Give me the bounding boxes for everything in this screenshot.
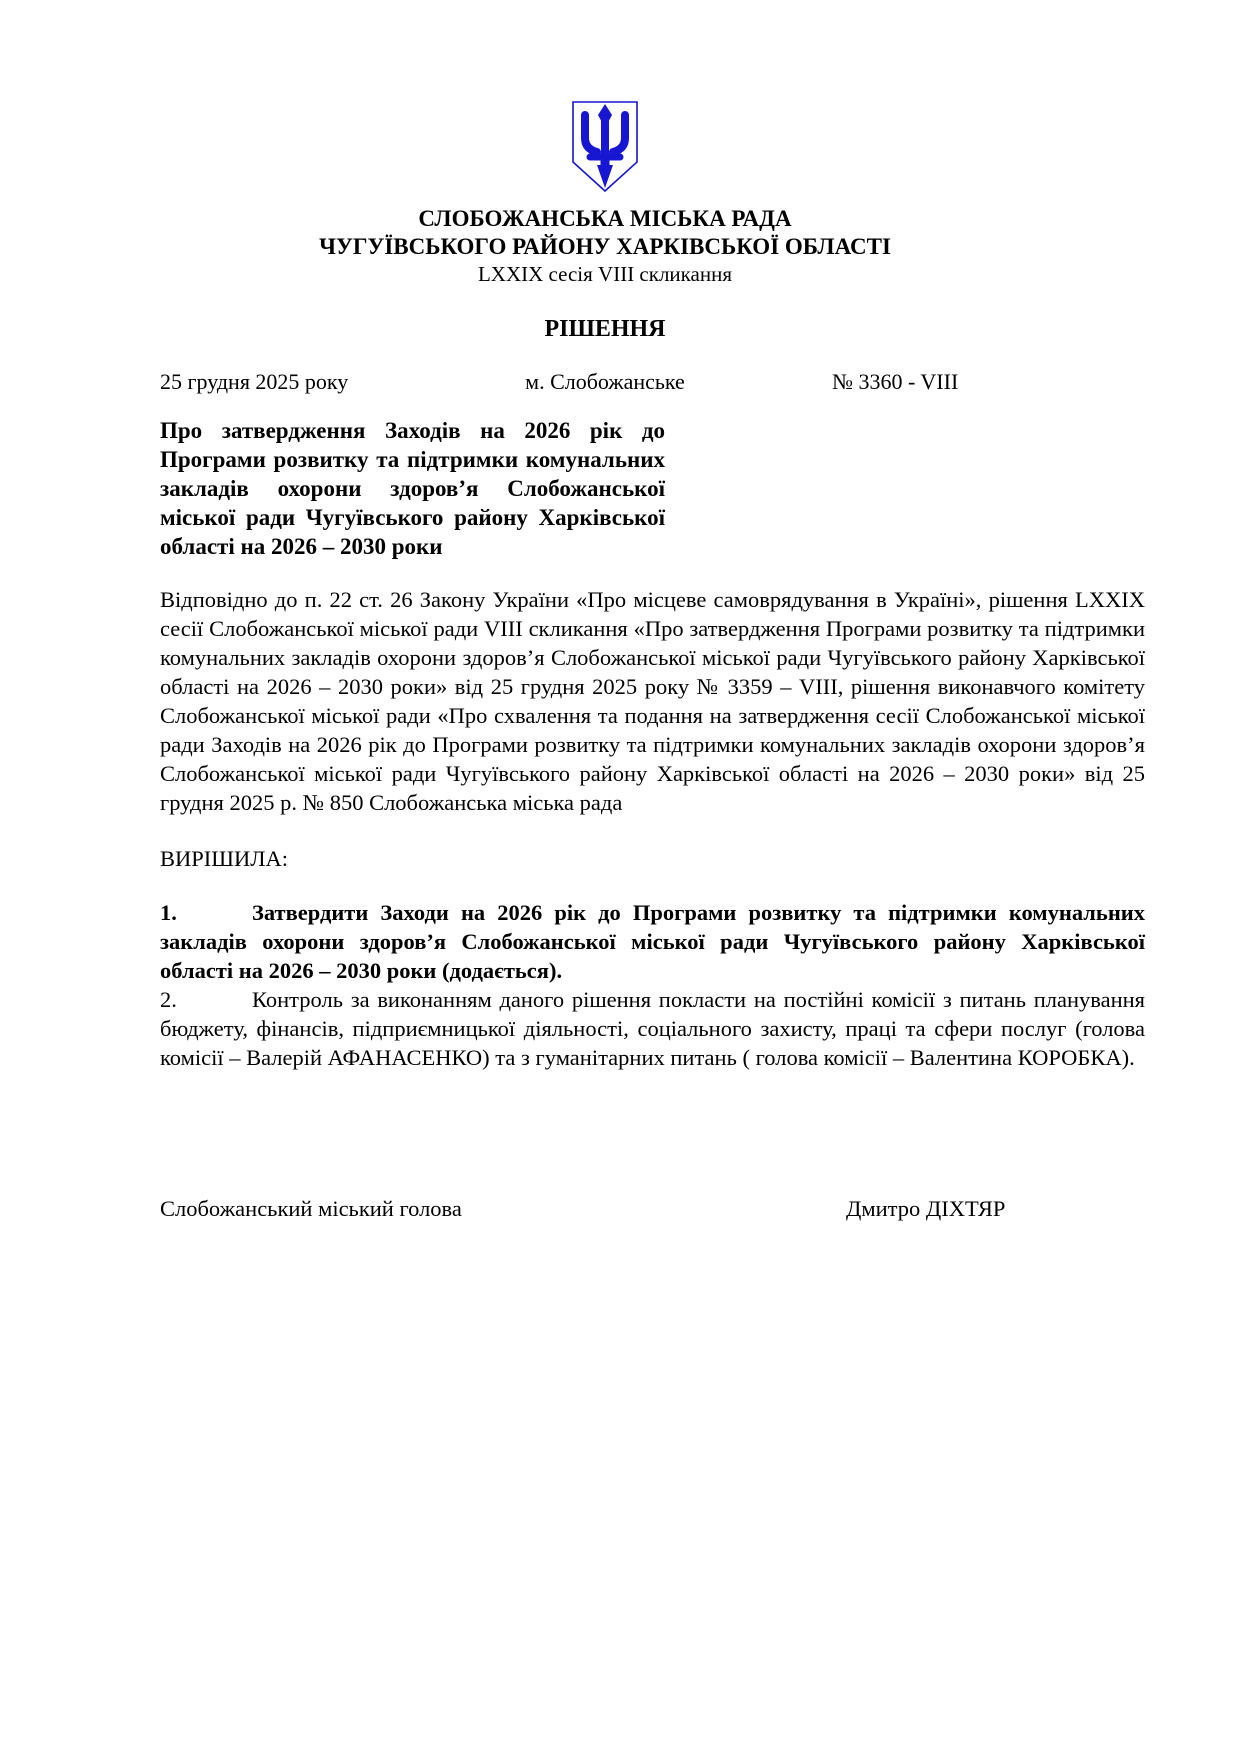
resolution-item-2: [160, 985, 1145, 1072]
signature-row: [160, 1194, 1145, 1223]
resolution-item-1: [160, 898, 1145, 985]
meta-row: [160, 368, 1050, 396]
signature-title: Слобожанський міський голова: [160, 1196, 462, 1221]
document-number: № 3360 - VIII: [832, 369, 959, 394]
council-region: ЧУГУЇВСЬКОГО РАЙОНУ ХАРКІВСЬКОЇ ОБЛАСТІ: [319, 234, 891, 259]
item-number: 1.: [160, 900, 177, 925]
preamble-paragraph: Відповідно до п. 22 ст. 26 Закону України «Про місцеве самоврядування в Україні», рішення LXXIX сесії Слобожанської міської ради VIII скликання «Про затвердження Програми розвитку та підтримки комунальних закладів охорони здоров’я Слобожанської міської ради Чугуївського району Харківської області на 2026 – 2030 роки» від 25 грудня 2025 року № 3359 – VIII, рішення виконавчого комітету Слобожанської міської ради «Про схвалення та подання на затвердження сесії Слобожанської міської ради Заходів на 2026 рік до Програми розвитку та підтримки комунальних закладів охорони здоров’я Слобожанської міської ради Чугуївського району Харківської області на 2026 – 2030 роки» від 25 грудня 2025 р. № 850 Слобожанська міська рада: [160, 587, 1145, 815]
item-text: Затвердити Заходи на 2026 рік до Програми розвитку та підтримки комунальних закладів охорони здоров’я Слобожанської міської ради Чугуївського району Харківської області на 2026 – 2030 роки (додається).: [160, 900, 1145, 983]
signature-name: Дмитро ДІХТЯР: [846, 1196, 1006, 1221]
document-type-title: РІШЕННЯ: [544, 316, 666, 342]
session-line: LXXIX сесія VIII скликання: [477, 262, 733, 286]
item-number: 2.: [160, 987, 177, 1012]
item-text: Контроль за виконанням даного рішення покласти на постійні комісії з питань планування бюджету, фінансів, підприємницької діяльності, соціального захисту, праці та сфери послуг (голова комісії – Валерій АФАНАСЕНКО) та з гуманітарних питань ( голова комісії – Валентина КОРОБКА).: [160, 987, 1145, 1070]
document-date: 25 грудня 2025 року: [160, 369, 349, 394]
coat-of-arms: [160, 100, 1050, 199]
document-place: м. Слобожанське: [525, 369, 685, 394]
council-name: СЛОБОЖАНСЬКА МІСЬКА РАДА: [418, 206, 792, 231]
trident-emblem-icon: [570, 100, 640, 194]
resolved-label: ВИРІШИЛА:: [160, 846, 288, 871]
subject-paragraph: Про затвердження Заходів на 2026 рік до Програми розвитку та підтримки комунальних закладів охорони здоров’я Слобожанської міської ради Чугуївського району Харківської області на 2026 – 2030 роки: [160, 418, 665, 559]
